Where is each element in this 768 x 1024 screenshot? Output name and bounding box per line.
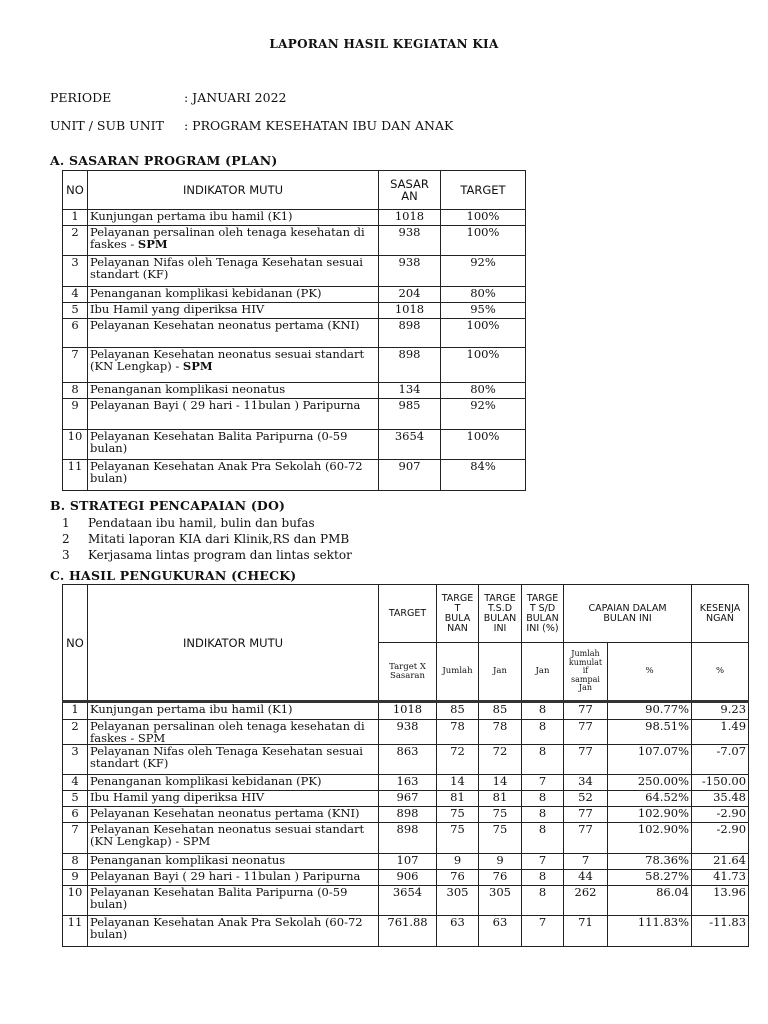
header-line: NGAN bbox=[705, 612, 735, 624]
indikator-text: Penanganan komplikasi kebidanan (PK) bbox=[90, 286, 322, 300]
row-capaian-pct: 98.51% bbox=[608, 720, 692, 745]
row-kesenjangan: 1.49 bbox=[692, 720, 749, 745]
row-sasaran: 938 bbox=[379, 226, 441, 256]
header-no: NO bbox=[63, 171, 88, 210]
header-target: TARGET bbox=[379, 585, 437, 643]
row-target-tsd: 305 bbox=[479, 886, 522, 916]
header-sasaran-line1: SASAR bbox=[390, 177, 429, 191]
header-line: TARGE bbox=[484, 592, 516, 604]
row-no: 11 bbox=[63, 460, 88, 491]
spm-label: SPM bbox=[137, 237, 168, 251]
row-kumulatif: 52 bbox=[564, 791, 608, 807]
spm-label: SPM bbox=[182, 359, 213, 373]
indikator-text: Pelayanan Kesehatan neonatus sesuai standart (KN Lengkap) - bbox=[90, 347, 365, 373]
header-line: T bbox=[454, 602, 461, 614]
subheader-jan: Jan bbox=[479, 643, 522, 702]
row-capaian-pct: 78.36% bbox=[608, 854, 692, 870]
row-target: 906 bbox=[379, 870, 437, 886]
row-indikator: Pelayanan Bayi ( 29 hari - 11bulan ) Paripurna bbox=[88, 870, 379, 886]
row-capaian-pct: 102.90% bbox=[608, 823, 692, 854]
header-capaian bbox=[564, 585, 692, 643]
strategy-item bbox=[62, 515, 352, 531]
row-target: 80% bbox=[441, 287, 526, 303]
sasaran-row bbox=[63, 430, 526, 460]
header-line: if bbox=[582, 666, 589, 676]
row-no: 7 bbox=[63, 348, 88, 383]
row-target-tsd: 81 bbox=[479, 791, 522, 807]
header-line: BULA bbox=[444, 612, 471, 624]
row-target-bulanan: 9 bbox=[437, 854, 479, 870]
row-target-tsd-pct: 8 bbox=[522, 886, 564, 916]
hasil-row bbox=[63, 791, 749, 807]
header-line: Target X bbox=[389, 661, 426, 672]
sasaran-row bbox=[63, 287, 526, 303]
strategy-list bbox=[62, 515, 352, 563]
row-target-tsd-pct: 7 bbox=[522, 916, 564, 947]
row-no: 8 bbox=[63, 383, 88, 399]
header-target: TARGET bbox=[441, 171, 526, 210]
row-indikator: Penanganan komplikasi neonatus bbox=[88, 854, 379, 870]
row-target-bulanan: 75 bbox=[437, 807, 479, 823]
row-target: 100% bbox=[441, 430, 526, 460]
header-kesenjangan bbox=[692, 585, 749, 643]
sasaran-row bbox=[63, 460, 526, 491]
section-c-heading: C. HASIL PENGUKURAN (CHECK) bbox=[50, 568, 297, 583]
row-no: 9 bbox=[63, 399, 88, 430]
subheader-capaian-pct: % bbox=[608, 643, 692, 702]
header-line: T S/D bbox=[529, 602, 556, 614]
row-no: 2 bbox=[63, 720, 88, 745]
row-indikator bbox=[88, 256, 379, 287]
row-kesenjangan: 35.48 bbox=[692, 791, 749, 807]
row-target: 107 bbox=[379, 854, 437, 870]
indikator-text: Pelayanan Bayi ( 29 hari - 11bulan ) Paripurna bbox=[90, 398, 361, 412]
sasaran-row bbox=[63, 226, 526, 256]
strategy-text: Mitati laporan KIA dari Klinik,RS dan PMB bbox=[88, 532, 350, 546]
strategy-item bbox=[62, 547, 352, 563]
row-capaian-pct: 111.83% bbox=[608, 916, 692, 947]
hasil-row bbox=[63, 854, 749, 870]
row-target: 1018 bbox=[379, 702, 437, 720]
row-no: 9 bbox=[63, 870, 88, 886]
section-b-heading: B. STRATEGI PENCAPAIAN (DO) bbox=[50, 498, 286, 513]
row-target-tsd: 72 bbox=[479, 745, 522, 775]
subheader-kesenjangan-pct: % bbox=[692, 643, 749, 702]
row-no: 3 bbox=[63, 256, 88, 287]
header-indikator: INDIKATOR MUTU bbox=[88, 171, 379, 210]
header-line: TARGE bbox=[526, 592, 559, 604]
row-target-tsd-pct: 8 bbox=[522, 807, 564, 823]
row-target: 100% bbox=[441, 348, 526, 383]
row-target-bulanan: 75 bbox=[437, 823, 479, 854]
row-target-bulanan: 85 bbox=[437, 702, 479, 720]
row-target-tsd-pct: 8 bbox=[522, 702, 564, 720]
row-target-tsd: 63 bbox=[479, 916, 522, 947]
row-sasaran: 1018 bbox=[379, 303, 441, 319]
sasaran-row bbox=[63, 319, 526, 348]
row-no: 5 bbox=[63, 303, 88, 319]
row-target-tsd: 14 bbox=[479, 775, 522, 791]
sasaran-row bbox=[63, 256, 526, 287]
strategy-text: Kerjasama lintas program dan lintas sektor bbox=[88, 548, 352, 562]
row-capaian-pct: 86.04 bbox=[608, 886, 692, 916]
section-a-heading: A. SASARAN PROGRAM (PLAN) bbox=[50, 153, 278, 168]
row-indikator: Pelayanan Kesehatan Balita Paripurna (0-59 bulan) bbox=[88, 886, 379, 916]
row-no: 10 bbox=[63, 430, 88, 460]
header-line: sampai bbox=[571, 674, 600, 684]
row-kumulatif: 77 bbox=[564, 745, 608, 775]
row-kesenjangan: -7.07 bbox=[692, 745, 749, 775]
row-no: 10 bbox=[63, 886, 88, 916]
row-sasaran: 3654 bbox=[379, 430, 441, 460]
row-target: 898 bbox=[379, 823, 437, 854]
row-target-tsd-pct: 7 bbox=[522, 775, 564, 791]
row-kumulatif: 44 bbox=[564, 870, 608, 886]
row-indikator bbox=[88, 383, 379, 399]
header-line: Jan bbox=[578, 683, 593, 693]
indikator-text: Pelayanan Kesehatan neonatus pertama (KNI) bbox=[90, 318, 360, 332]
header-line: INI (%) bbox=[526, 622, 559, 634]
row-target-tsd: 76 bbox=[479, 870, 522, 886]
row-sasaran: 1018 bbox=[379, 210, 441, 226]
strategy-number: 2 bbox=[62, 532, 70, 546]
row-kesenjangan: -2.90 bbox=[692, 807, 749, 823]
row-indikator bbox=[88, 399, 379, 430]
subheader-jan-pct: Jan bbox=[522, 643, 564, 702]
header-line: BULAN bbox=[526, 612, 559, 624]
row-target: 100% bbox=[441, 226, 526, 256]
row-indikator bbox=[88, 430, 379, 460]
row-sasaran: 898 bbox=[379, 319, 441, 348]
row-no: 5 bbox=[63, 791, 88, 807]
row-target-bulanan: 14 bbox=[437, 775, 479, 791]
row-indikator: Kunjungan pertama ibu hamil (K1) bbox=[88, 702, 379, 720]
strategy-number: 3 bbox=[62, 548, 70, 562]
row-target-tsd-pct: 7 bbox=[522, 854, 564, 870]
unit-value: : PROGRAM KESEHATAN IBU DAN ANAK bbox=[184, 118, 454, 133]
indikator-text: Pelayanan persalinan oleh tenaga kesehatan di faskes - bbox=[90, 225, 365, 251]
row-target: 3654 bbox=[379, 886, 437, 916]
row-indikator bbox=[88, 287, 379, 303]
header-line: TARGE bbox=[441, 592, 474, 604]
row-kesenjangan: 21.64 bbox=[692, 854, 749, 870]
row-kumulatif: 262 bbox=[564, 886, 608, 916]
row-indikator: Pelayanan Kesehatan neonatus sesuai standart (KN Lengkap) - SPM bbox=[88, 823, 379, 854]
indikator-text: Ibu Hamil yang diperiksa HIV bbox=[90, 302, 265, 316]
row-indikator bbox=[88, 226, 379, 256]
unit-label: UNIT / SUB UNIT bbox=[50, 118, 164, 133]
row-target-tsd-pct: 8 bbox=[522, 791, 564, 807]
row-target: 938 bbox=[379, 720, 437, 745]
row-no: 2 bbox=[63, 226, 88, 256]
header-sasaran-line2: AN bbox=[401, 189, 418, 203]
hasil-row bbox=[63, 823, 749, 854]
row-kumulatif: 7 bbox=[564, 854, 608, 870]
row-kumulatif: 77 bbox=[564, 823, 608, 854]
subheader-jumlah: Jumlah bbox=[437, 643, 479, 702]
hasil-row bbox=[63, 870, 749, 886]
row-indikator bbox=[88, 460, 379, 491]
header-line: kumulat bbox=[568, 657, 603, 667]
row-target: 863 bbox=[379, 745, 437, 775]
indikator-text: Kunjungan pertama ibu hamil (K1) bbox=[90, 209, 293, 223]
row-kesenjangan: -150.00 bbox=[692, 775, 749, 791]
row-no: 11 bbox=[63, 916, 88, 947]
row-target: 163 bbox=[379, 775, 437, 791]
row-target: 898 bbox=[379, 807, 437, 823]
hasil-row bbox=[63, 775, 749, 791]
hasil-table bbox=[62, 584, 749, 947]
hasil-row bbox=[63, 807, 749, 823]
row-indikator: Penanganan komplikasi kebidanan (PK) bbox=[88, 775, 379, 791]
row-target-bulanan: 78 bbox=[437, 720, 479, 745]
row-no: 8 bbox=[63, 854, 88, 870]
row-kesenjangan: -2.90 bbox=[692, 823, 749, 854]
header-line: Jumlah bbox=[571, 649, 600, 659]
row-target-bulanan: 76 bbox=[437, 870, 479, 886]
sasaran-row bbox=[63, 348, 526, 383]
row-kesenjangan: -11.83 bbox=[692, 916, 749, 947]
row-capaian-pct: 64.52% bbox=[608, 791, 692, 807]
header-no: NO bbox=[63, 585, 88, 702]
indikator-text: Pelayanan Kesehatan Anak Pra Sekolah (60-72 bulan) bbox=[90, 459, 363, 485]
header-line: INI bbox=[493, 622, 507, 634]
header-target-tsd bbox=[479, 585, 522, 643]
row-kumulatif: 34 bbox=[564, 775, 608, 791]
row-target-tsd: 75 bbox=[479, 807, 522, 823]
row-indikator bbox=[88, 319, 379, 348]
sasaran-table bbox=[62, 170, 526, 491]
row-kumulatif: 77 bbox=[564, 702, 608, 720]
row-sasaran: 204 bbox=[379, 287, 441, 303]
row-target-bulanan: 81 bbox=[437, 791, 479, 807]
row-sasaran: 898 bbox=[379, 348, 441, 383]
row-indikator: Ibu Hamil yang diperiksa HIV bbox=[88, 791, 379, 807]
row-capaian-pct: 58.27% bbox=[608, 870, 692, 886]
row-target: 92% bbox=[441, 399, 526, 430]
row-indikator bbox=[88, 348, 379, 383]
header-line: BULAN bbox=[483, 612, 517, 624]
row-no: 6 bbox=[63, 319, 88, 348]
row-target-bulanan: 305 bbox=[437, 886, 479, 916]
subheader-kumulatif bbox=[564, 643, 608, 702]
row-capaian-pct: 107.07% bbox=[608, 745, 692, 775]
row-capaian-pct: 250.00% bbox=[608, 775, 692, 791]
row-indikator: Pelayanan persalinan oleh tenaga kesehatan di faskes - SPM bbox=[88, 720, 379, 745]
row-capaian-pct: 102.90% bbox=[608, 807, 692, 823]
row-target-tsd-pct: 8 bbox=[522, 823, 564, 854]
row-kumulatif: 71 bbox=[564, 916, 608, 947]
row-sasaran: 134 bbox=[379, 383, 441, 399]
row-target-tsd-pct: 8 bbox=[522, 720, 564, 745]
header-line: T.S.D bbox=[487, 602, 513, 614]
header-line: NAN bbox=[447, 622, 468, 634]
row-indikator bbox=[88, 303, 379, 319]
row-target-tsd: 75 bbox=[479, 823, 522, 854]
row-kesenjangan: 41.73 bbox=[692, 870, 749, 886]
header-target-tsd-pct bbox=[522, 585, 564, 643]
header-line: Sasaran bbox=[390, 670, 425, 681]
periode-value: : JANUARI 2022 bbox=[184, 90, 287, 105]
row-kumulatif: 77 bbox=[564, 807, 608, 823]
row-target: 967 bbox=[379, 791, 437, 807]
row-indikator: Pelayanan Nifas oleh Tenaga Kesehatan sesuai standart (KF) bbox=[88, 745, 379, 775]
hasil-row bbox=[63, 886, 749, 916]
row-target-bulanan: 63 bbox=[437, 916, 479, 947]
row-target: 95% bbox=[441, 303, 526, 319]
row-no: 7 bbox=[63, 823, 88, 854]
row-no: 6 bbox=[63, 807, 88, 823]
row-sasaran: 907 bbox=[379, 460, 441, 491]
sasaran-row bbox=[63, 383, 526, 399]
row-no: 3 bbox=[63, 745, 88, 775]
hasil-header-row bbox=[63, 585, 749, 643]
header-indikator: INDIKATOR MUTU bbox=[88, 585, 379, 702]
header-sasaran bbox=[379, 171, 441, 210]
row-indikator: Pelayanan Kesehatan Anak Pra Sekolah (60-72 bulan) bbox=[88, 916, 379, 947]
row-target: 100% bbox=[441, 319, 526, 348]
row-target-tsd-pct: 8 bbox=[522, 745, 564, 775]
row-target-tsd: 78 bbox=[479, 720, 522, 745]
subheader-target-x-sasaran bbox=[379, 643, 437, 702]
header-line: KESENJA bbox=[699, 602, 741, 614]
row-target: 80% bbox=[441, 383, 526, 399]
strategy-number: 1 bbox=[62, 516, 70, 530]
row-no: 4 bbox=[63, 775, 88, 791]
strategy-text: Pendataan ibu hamil, bulin dan bufas bbox=[88, 516, 315, 530]
row-target: 761.88 bbox=[379, 916, 437, 947]
sasaran-row bbox=[63, 210, 526, 226]
row-target: 84% bbox=[441, 460, 526, 491]
periode-label: PERIODE bbox=[50, 90, 112, 105]
hasil-row bbox=[63, 720, 749, 745]
row-indikator: Pelayanan Kesehatan neonatus pertama (KNI) bbox=[88, 807, 379, 823]
sasaran-row bbox=[63, 399, 526, 430]
sasaran-header-row bbox=[63, 171, 526, 210]
hasil-row bbox=[63, 916, 749, 947]
report-title: LAPORAN HASIL KEGIATAN KIA bbox=[269, 37, 499, 51]
row-capaian-pct: 90.77% bbox=[608, 702, 692, 720]
row-kesenjangan: 9.23 bbox=[692, 702, 749, 720]
row-target: 92% bbox=[441, 256, 526, 287]
row-target: 100% bbox=[441, 210, 526, 226]
strategy-item bbox=[62, 531, 352, 547]
row-no: 1 bbox=[63, 210, 88, 226]
header-line: CAPAIAN DALAM bbox=[588, 602, 667, 614]
row-kumulatif: 77 bbox=[564, 720, 608, 745]
header-target-bulanan bbox=[437, 585, 479, 643]
indikator-text: Penanganan komplikasi neonatus bbox=[90, 382, 286, 396]
sasaran-row bbox=[63, 303, 526, 319]
row-indikator bbox=[88, 210, 379, 226]
row-no: 4 bbox=[63, 287, 88, 303]
header-line: BULAN INI bbox=[603, 612, 652, 624]
indikator-text: Pelayanan Nifas oleh Tenaga Kesehatan sesuai standart (KF) bbox=[90, 255, 363, 281]
row-sasaran: 938 bbox=[379, 256, 441, 287]
row-target-tsd-pct: 8 bbox=[522, 870, 564, 886]
row-target-bulanan: 72 bbox=[437, 745, 479, 775]
row-target-tsd: 85 bbox=[479, 702, 522, 720]
row-kesenjangan: 13.96 bbox=[692, 886, 749, 916]
indikator-text: Pelayanan Kesehatan Balita Paripurna (0-59 bulan) bbox=[90, 429, 348, 455]
row-sasaran: 985 bbox=[379, 399, 441, 430]
row-no: 1 bbox=[63, 702, 88, 720]
hasil-row bbox=[63, 745, 749, 775]
row-target-tsd: 9 bbox=[479, 854, 522, 870]
hasil-row bbox=[63, 702, 749, 720]
